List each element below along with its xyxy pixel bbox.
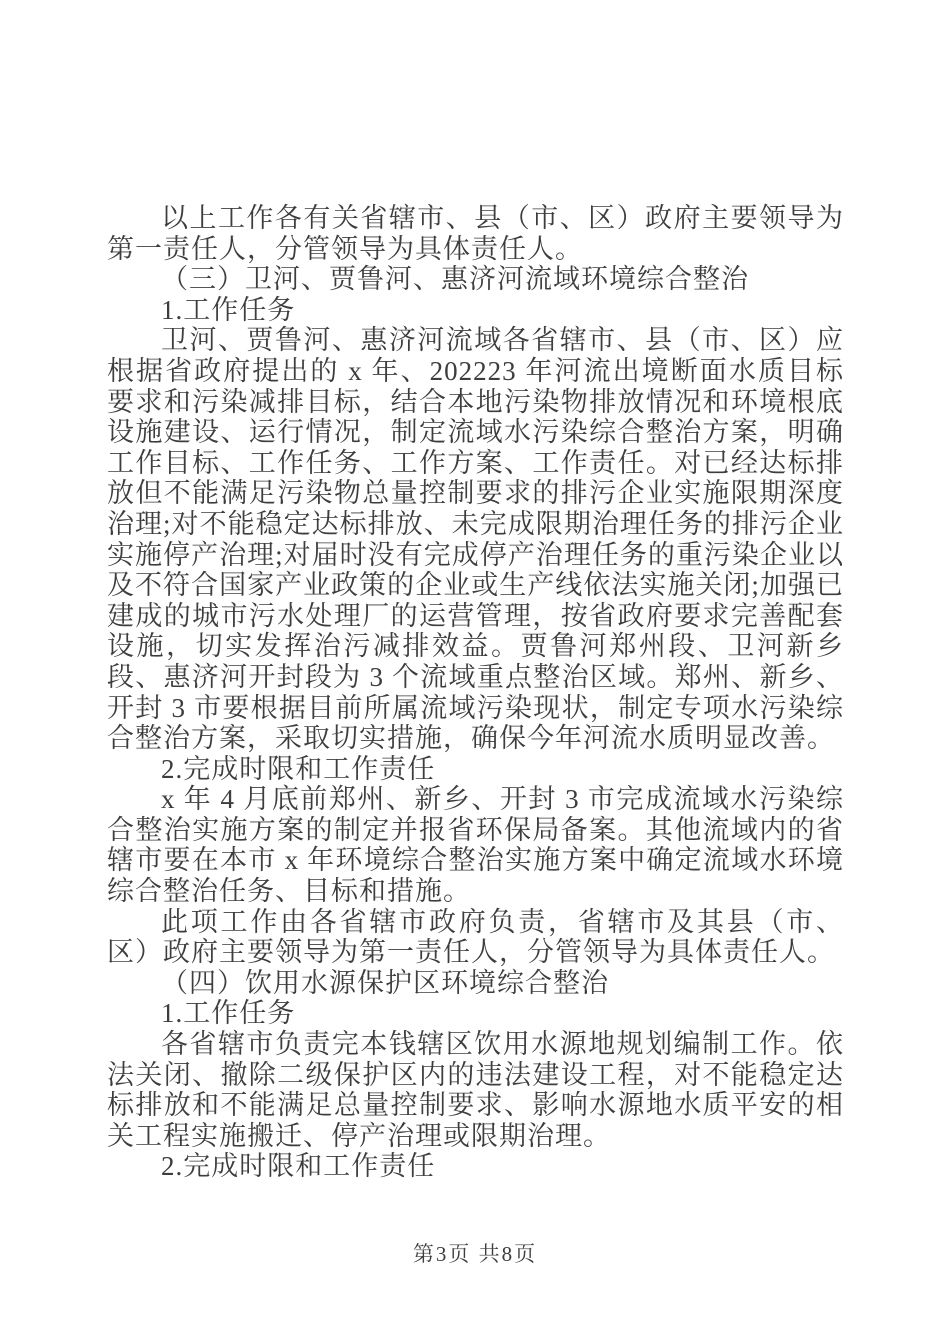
paragraph: 2.完成时限和工作责任 [161,1151,436,1182]
paragraph: （三）卫河、贾鲁河、惠济河流域环境综合整治 [161,264,749,295]
paragraph: 1.工作任务 [161,294,296,325]
page-number-label: 第3页 共8页 [412,1242,538,1266]
paragraph: 1.工作任务 [161,998,296,1029]
document-body [107,203,844,1182]
paragraph: 以上工作各有关省辖市、县（市、区）政府主要领导为第一责任人，分管领导为具体责任人。 [107,203,844,264]
paragraph: 此项工作由各省辖市政府负责，省辖市及其县（市、区）政府主要领导为第一责任人，分管领导为具体责任人。 [107,906,844,968]
paragraph: 各省辖市负责完本钱辖区饮用水源地规划编制工作。依法关闭、撤除二级保护区内的违法建设工程，对不能稳定达标排放和不能满足总量控制要求、影响水源地水质平安的相关工程实施搬迁、停产治理或限期治理。 [107,1029,844,1151]
paragraph: 2.完成时限和工作责任 [161,753,436,784]
paragraph: x 年 4 月底前郑州、新乡、开封 3 市完成流域水污染综合整治实施方案的制定并报省环保局备案。其他流域内的省辖市要在本市 x 年环境综合整治实施方案中确定流域水环境综合整治任务、目标和措施。 [107,784,844,907]
paragraph: （四）饮用水源保护区环境综合整治 [161,967,609,998]
paragraph: 卫河、贾鲁河、惠济河流域各省辖市、县（市、区）应根据省政府提出的 x 年、202223 年河流出境断面水质目标要求和污染减排目标，结合本地污染物排放情况和环境根底设施建设、运行情况，制定流域水污染综合整治方案，明确工作目标、工作任务、工作方案、工作责任。对已经达标排放但不能满足污染物总量控制要求的排污企业实施限期深度治理;对不能稳定达标排放、未完成限期治理任务的排污企业实施停产治理;对届时没有完成停产治理任务的重污染企业以及不符合国家产业政策的企业或生产线依法实施关闭;加强已建成的城市污水处理厂的运营管理，按省政府要求完善配套设施，切实发挥治污减排效益。贾鲁河郑州段、卫河新乡段、惠济河开封段为 3 个流域重点整治区域。郑州、新乡、开封 3 市要根据目前所属流域污染现状，制定专项水污染综合整治方案，采取切实措施，确保今年河流水质明显改善。 [107,325,844,754]
page-footer [0,1238,950,1268]
